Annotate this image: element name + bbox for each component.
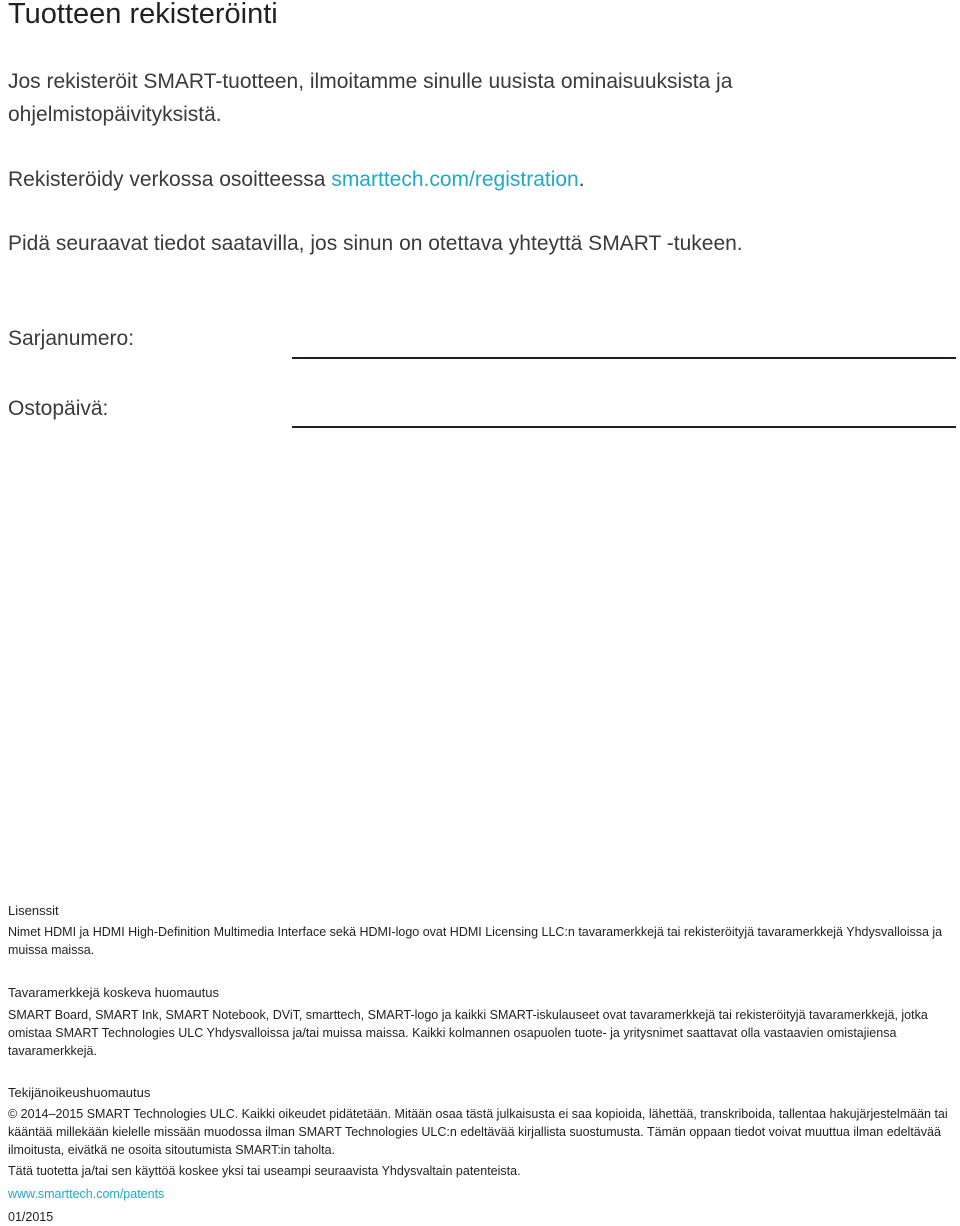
registration-text: Rekisteröidy verkossa osoitteessa [8, 168, 332, 191]
publication-date: 01/2015 [8, 1210, 54, 1224]
licenses-heading: Lisenssit [8, 903, 59, 918]
patents-text: Tätä tuotetta ja/tai sen käyttöä koskee yksi tai useampi seuraavista Yhdysvaltain patenteista. [8, 1164, 521, 1178]
registration-period: . [578, 168, 585, 191]
serial-number-label: Sarjanumero: [8, 327, 135, 350]
copyright-text: © 2014–2015 SMART Technologies ULC. Kaikki oikeudet pidätetään. Mitään osaa tästä julkaisusta ei saa kopioida, lähettää, transkriboida, tallentaa hakujärjestelmään tai kääntää millekään kielelle missään muodossa ilman SMART Technologies ULC:n edeltävää kirjallista suostumusta. Tämän oppaan tiedot voivat muuttua ilman edeltävää ilmoitusta, eivätkä ne osoita sitoutumista SMART:in taholta. [8, 1107, 948, 1157]
page-title: Tuotteen rekisteröinti [8, 0, 278, 30]
intro-paragraph-updates: Jos rekisteröit SMART-tuotteen, ilmoitamme sinulle uusista ominaisuuksista ja ohjelmistopäivityksistä. [8, 70, 733, 126]
serial-number-line[interactable] [292, 357, 956, 359]
purchase-date-label: Ostopäivä: [8, 397, 109, 420]
copyright-heading: Tekijänoikeushuomautus [8, 1085, 151, 1100]
registration-link[interactable]: smarttech.com/registration [331, 168, 579, 191]
trademarks-heading: Tavaramerkkejä koskeva huomautus [8, 985, 219, 1000]
intro-paragraph-support: Pidä seuraavat tiedot saatavilla, jos sinun on otettava yhteyttä SMART -tukeen. [8, 232, 743, 255]
purchase-date-line[interactable] [292, 426, 956, 428]
trademarks-text: SMART Board, SMART Ink, SMART Notebook, DViT, smarttech, SMART-logo ja kaikki SMART-iskulauseet ovat tavaramerkkejä tai rekisteröityjä tavaramerkkejä, jotka omistaa SMART Technologies ULC Yhdysvalloissa ja/tai muissa maissa. Kaikki kolmannen osapuolen tuote- ja yritysnimet saattavat olla vastaavien omistajiensa tavaramerkkejä. [8, 1008, 928, 1058]
licenses-text: Nimet HDMI ja HDMI High-Definition Multimedia Interface sekä HDMI-logo ovat HDMI Licensing LLC:n tavaramerkkejä tai rekisteröityjä tavaramerkkejä Yhdysvalloissa ja muissa maissa. [8, 925, 943, 957]
intro-paragraph-registration [8, 163, 948, 196]
patents-link[interactable]: www.smarttech.com/patents [8, 1187, 165, 1201]
